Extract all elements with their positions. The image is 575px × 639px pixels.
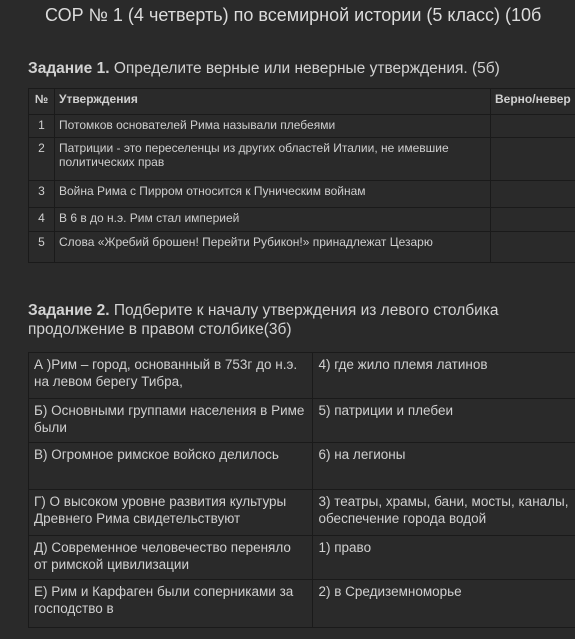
table-row (29, 115, 575, 138)
header-answer: Верно/невер (491, 89, 575, 115)
row-answer-cell[interactable] (491, 115, 575, 138)
statement-ending: 5) патриции и плебеи (313, 399, 575, 443)
header-num: № (29, 89, 55, 115)
table-row (29, 580, 575, 628)
row-statement: Слова «Жребий брошен! Перейти Рубикон!» принадлежат Цезарю (54, 232, 490, 263)
table-row (29, 443, 575, 490)
row-answer-cell[interactable] (491, 232, 575, 263)
task2-label: Задание 2. (28, 302, 110, 319)
table-row (29, 232, 575, 263)
row-num: 3 (29, 181, 55, 208)
row-answer-cell[interactable] (491, 181, 575, 208)
row-num: 2 (29, 138, 55, 181)
row-answer-cell[interactable] (491, 138, 575, 181)
table-header-row (29, 89, 575, 115)
row-statement: Война Рима с Пирром относится к Пуническим войнам (54, 181, 490, 208)
statement-start: Б) Основными группами населения в Риме были (29, 399, 313, 443)
task1-instruction: Определите верные или неверные утверждения. (5б) (109, 60, 500, 77)
task1-heading (28, 59, 500, 78)
row-num: 1 (29, 115, 55, 138)
statement-ending: 3) театры, храмы, бани, мосты, каналы, обеспечение города водой (313, 490, 575, 536)
statement-ending: 2) в Средиземноморье (313, 580, 575, 628)
row-statement: В 6 в до н.э. Рим стал империей (54, 208, 490, 232)
statement-start: А )Рим – город, основанный в 753г до н.э. на левом берегу Тибра, (29, 353, 313, 399)
statement-ending: 4) где жило племя латинов (313, 353, 575, 399)
statement-start: Г) О высоком уровне развития культуры Древнего Рима свидетельствуют (29, 490, 313, 536)
row-num: 4 (29, 208, 55, 232)
header-statement: Утверждения (54, 89, 490, 115)
statement-start: В) Огромное римское войско делилось (29, 443, 313, 490)
table-row (29, 353, 575, 399)
task2-instruction: Подберите к началу утверждения из левого столбика продолжение в правом столбике(3б) (28, 302, 499, 338)
row-num: 5 (29, 232, 55, 263)
matching-table (28, 352, 575, 628)
statement-start: Д) Современное человечество переняло от римской цивилизации (29, 536, 313, 580)
task1-label: Задание 1. (28, 60, 110, 77)
statement-ending: 1) право (313, 536, 575, 580)
row-statement: Потомков основателей Рима называли плебеями (54, 115, 490, 138)
page-title: СОР № 1 (4 четверть) по всемирной истории (5 класс) (10б (45, 5, 542, 25)
table-row (29, 536, 575, 580)
statement-start: Е) Рим и Карфаген были соперниками за господство в (29, 580, 313, 628)
table-row (29, 181, 575, 208)
table-row (29, 208, 575, 232)
table-row (29, 490, 575, 536)
row-answer-cell[interactable] (491, 208, 575, 232)
table-row (29, 138, 575, 181)
row-statement: Патриции - это переселенцы из других областей Италии, не имевшие политических прав (54, 138, 490, 181)
statement-ending: 6) на легионы (313, 443, 575, 490)
table-row (29, 399, 575, 443)
statements-table (28, 88, 575, 263)
task2-heading (28, 301, 568, 339)
